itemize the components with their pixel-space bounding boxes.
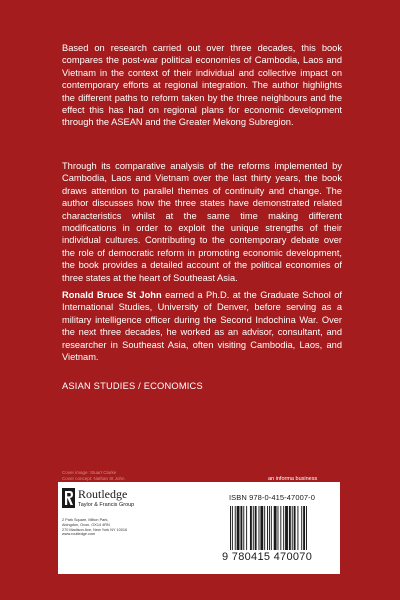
cover-concept-credit: Cover concept: Nathan St John: [62, 475, 125, 481]
publisher-panel: [58, 482, 340, 574]
author-bio-text: earned a Ph.D. at the Graduate School of International Studies, University of Denver, before serving as a military intelligence officer during the Second Indochina War. Over the next three decades, he worked as an advisor, consultant, and researcher in Southeast Asia, often visiting Cambodia, Laos, and Vietnam.: [62, 290, 343, 363]
barcode-bar: [271, 506, 272, 550]
barcode-bar: [285, 506, 288, 550]
barcode-bar: [269, 506, 270, 550]
barcode-bar: [235, 506, 236, 550]
barcode-bar: [253, 506, 254, 550]
barcode-bar: [297, 506, 298, 550]
barcode-bar: [230, 506, 231, 550]
barcode-bar: [294, 506, 296, 550]
author-bio: [62, 289, 342, 363]
author-name: Ronald Bruce St John: [62, 290, 162, 300]
barcode-bar: [240, 506, 242, 550]
barcode-digits: 9 780415 470070: [222, 551, 313, 563]
barcode-bar: [259, 506, 260, 550]
publisher-group: Taylor & Francis Group: [78, 502, 135, 508]
address-line: Abingdon, Oxon, OX14 4RN: [62, 522, 110, 527]
publisher-address: [62, 518, 127, 537]
barcode-bar: [255, 506, 257, 550]
cover-credits: [62, 470, 125, 481]
barcode-bar: [301, 506, 302, 550]
barcode-bar: [250, 506, 252, 550]
barcode-bar: [237, 506, 240, 550]
barcode-bar: [267, 506, 268, 550]
barcode-bar: [289, 506, 291, 550]
barcode-bar: [260, 506, 263, 550]
barcode-bar: [292, 506, 293, 550]
address-line: www.routledge.com: [62, 532, 96, 537]
barcode-bar: [243, 506, 244, 550]
description-paragraph-1: Based on research carried out over three decades, this book compares the post-war political economies of Cambodia, Laos and Vietnam in the context of their individual and collective impact on contemporary efforts at regional integration. The author highlights the different paths to reform taken by the three neighbours and the effect this has had on regional plans for economic development through the ASEAN and the Greater Mekong Subregion.: [62, 43, 342, 128]
barcode-bar: [274, 506, 277, 550]
barcode-icon: [229, 506, 334, 550]
routledge-logo-icon: [62, 488, 75, 508]
subject-category: ASIAN STUDIES / ECONOMICS: [62, 381, 203, 391]
isbn-label: ISBN 978-0-415-47007-0: [229, 493, 316, 502]
address-line: 270 Madison Ave, New York NY 10016: [62, 527, 128, 532]
barcode-bar: [283, 506, 284, 550]
barcode-bar: [264, 506, 265, 550]
barcode-bar: [303, 506, 305, 550]
barcode-bar: [232, 506, 233, 550]
barcode-bar: [278, 506, 279, 550]
informa-tagline: an informa business: [268, 476, 318, 482]
cover-image-credit: Cover image: Stuart Clarke: [62, 470, 117, 475]
address-line: 2 Park Square, Milton Park,: [62, 518, 109, 522]
publisher-name: Routledge: [78, 487, 128, 501]
barcode-bar: [306, 506, 307, 550]
description-paragraph-2: Through its comparative analysis of the reforms implemented by Cambodia, Laos and Vietnam over the last thirty years, the book draws attention to parallel themes of continuity and change. The author discusses how the three states have demonstrated related characteristics whilst at the same time making different modifications in order to exploit the unique strengths of their individual cultures. Contributing to the contemporary debate over the role of democratic reform in promoting economic development, the book provides a detailed account of the political economies of three states at the heart of Southeast Asia.: [62, 161, 342, 283]
barcode-bar: [246, 506, 247, 550]
barcode-bar: [280, 506, 281, 550]
